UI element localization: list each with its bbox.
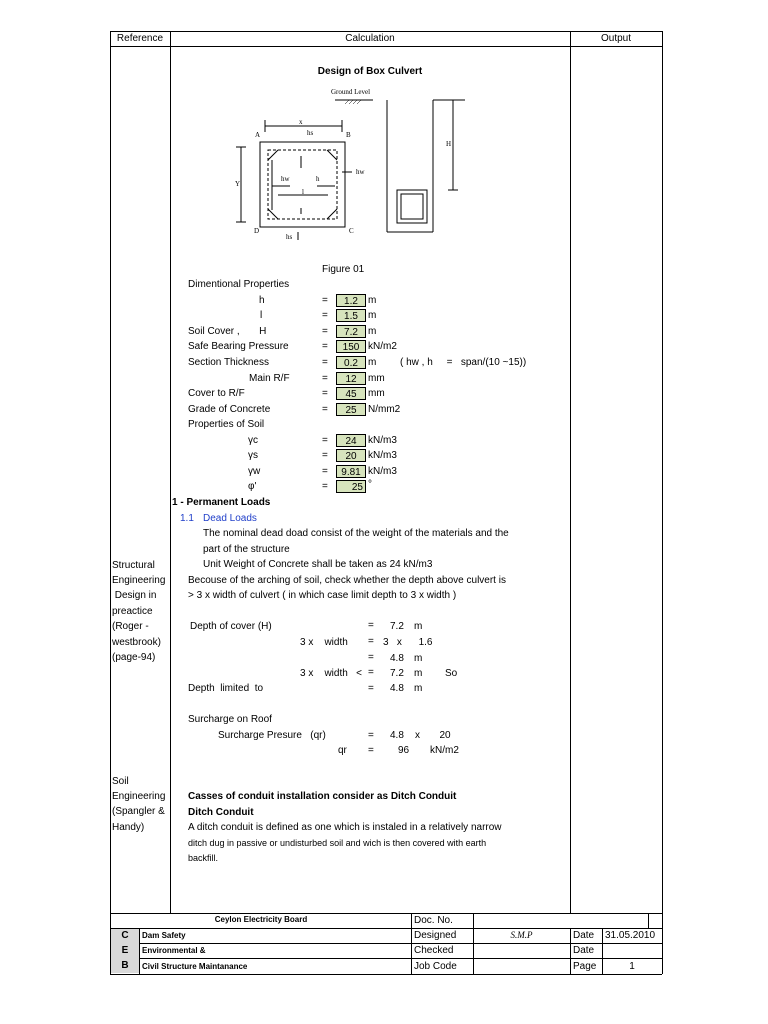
unit-gamma-s: kN/m3 — [368, 450, 397, 461]
dim-eq-cover: = — [322, 388, 328, 399]
reference-header: Reference — [116, 33, 164, 44]
dim-eq-h: = — [322, 295, 328, 306]
input-phi[interactable]: 25 — [336, 480, 366, 493]
output-header: Output — [600, 33, 632, 44]
dim-label-soil-cover: Soil Cover , H — [188, 326, 267, 337]
reference-line: (Spangler & — [112, 806, 165, 817]
calculation-header: Calculation — [345, 33, 395, 44]
input-h[interactable]: 1.2 — [336, 294, 366, 307]
reference-line: Handy) — [112, 822, 145, 833]
soil-eq-gw: = — [322, 466, 328, 477]
footer-right-line — [662, 913, 663, 974]
frame-right-line — [662, 31, 663, 913]
depth-limited-unit: m — [414, 683, 423, 694]
dead-load-line-2: part of the structure — [203, 544, 290, 555]
page-title: Design of Box Culvert — [317, 66, 423, 77]
dim-eq-soil-cover: = — [322, 326, 328, 337]
conduit-subheading: Ditch Conduit — [188, 807, 254, 818]
dim-label-h: h — [259, 295, 265, 306]
width-unit: m — [414, 653, 423, 664]
width-value: 4.8 — [390, 653, 404, 664]
qr-label: qr — [338, 745, 347, 756]
figure-caption: Figure 01 — [322, 264, 365, 275]
unit-cover: mm — [368, 388, 385, 399]
input-soil-cover[interactable]: 7.2 — [336, 325, 366, 338]
unit-grade: N/mm2 — [368, 404, 401, 415]
input-gamma-s[interactable]: 20 — [336, 449, 366, 462]
reference-line: Engineering — [112, 791, 166, 802]
conduit-line-1: A ditch conduit is defined as one which is instaled in a relatively narrow — [188, 822, 502, 833]
soil-heading: Properties of Soil — [188, 419, 265, 430]
dim-y-label: Y — [235, 180, 241, 188]
unit-phi: ° — [368, 479, 372, 490]
conduit-heading: Casses of conduit installation consider as Ditch Conduit — [188, 791, 457, 802]
reference-line: (page-94) — [112, 652, 156, 663]
dim-label-l: l — [260, 310, 263, 321]
culvert-reinforcement — [268, 150, 337, 219]
soil-label-gw: γw — [248, 466, 261, 477]
hs-bottom-label: hs — [286, 233, 293, 241]
dim-l-label: l — [302, 188, 304, 196]
corner-c-label: C — [349, 227, 354, 235]
dim-label-grade: Grade of Concrete — [188, 404, 271, 415]
reference-line: (Roger - — [112, 621, 149, 632]
reference-line: preactice — [112, 606, 153, 617]
dim-x-label: x — [299, 118, 303, 126]
corner-d-label: D — [254, 227, 260, 235]
org-name: Ceylon Electricity Board — [214, 915, 308, 924]
surcharge-eq: = — [368, 730, 374, 741]
depth-cover-label: Depth of cover (H) — [190, 621, 272, 632]
soil-label-gc: γc — [248, 435, 258, 446]
corner-a-label: A — [255, 131, 261, 139]
reference-line: Structural — [112, 560, 155, 571]
doc-no-label: Doc. No. — [414, 915, 453, 926]
dept-line-2: Environmental & — [142, 946, 206, 955]
logo-letter-c: C — [121, 930, 129, 941]
job-code-label: Job Code — [414, 961, 457, 972]
dim-H-label: H — [446, 140, 452, 148]
output-divider — [570, 31, 571, 913]
unit-bearing: kN/m2 — [368, 341, 397, 352]
soil-label-phi: φ' — [248, 481, 257, 492]
dim-label-main-rf: Main R/F — [249, 373, 290, 384]
section1-sub-number: 1.1 — [180, 513, 194, 524]
date-label: Date — [573, 930, 595, 941]
thickness-note: ( hw , h = span/(10 ~15)) — [400, 357, 527, 368]
designed-signature: S.M.P — [510, 930, 533, 940]
input-l[interactable]: 1.5 — [336, 309, 366, 322]
dimensional-heading: Dimentional Properties — [188, 279, 290, 290]
depth-cover-unit: m — [414, 621, 423, 632]
footer-row-line — [110, 943, 662, 944]
footer-divider — [648, 913, 649, 928]
width-eq2: = — [368, 652, 374, 663]
date-value: 31.05.2010 — [605, 930, 656, 941]
dead-load-line-3: Unit Weight of Concrete shall be taken as 24 kN/m3 — [203, 559, 433, 570]
footer-divider — [570, 928, 571, 974]
ground-level-label: Ground Level — [331, 88, 371, 96]
conduit-line-2: ditch dug in passive or undisturbed soil and wich is then covered with earth — [188, 838, 487, 848]
dim-eq-main-rf: = — [322, 373, 328, 384]
depth-limited-eq: = — [368, 683, 374, 694]
depth-cover-value: 7.2 — [390, 621, 404, 632]
section1-sub-title: Dead Loads — [203, 513, 257, 524]
hw-left-label: hw — [281, 175, 290, 183]
soil-label-gs: γs — [248, 450, 258, 461]
input-grade[interactable]: 25 — [336, 403, 366, 416]
dim-label-cover: Cover to R/F — [188, 388, 245, 399]
input-gamma-w[interactable]: 9.81 — [336, 465, 366, 478]
dead-load-line-1: The nominal dead doad consist of the weight of the materials and the — [203, 528, 509, 539]
corner-b-label: B — [346, 131, 351, 139]
arching-line-2: > 3 x width of culvert ( in which case limit depth to 3 x width ) — [188, 590, 457, 601]
reference-line: Engineering — [112, 575, 166, 586]
designed-label: Designed — [414, 930, 457, 941]
reference-line: Soil — [112, 776, 129, 787]
input-thickness[interactable]: 0.2 — [336, 356, 366, 369]
depth-limited-value: 4.8 — [390, 683, 404, 694]
box-culvert-figure — [230, 85, 480, 245]
frame-top-line — [110, 31, 662, 32]
conduit-line-3: backfill. — [188, 853, 219, 863]
unit-gamma-c: kN/m3 — [368, 435, 397, 446]
input-main-rf[interactable]: 12 — [336, 372, 366, 385]
footer-top-line — [110, 913, 662, 914]
depth-cover-eq: = — [368, 620, 374, 631]
depth-limited-label: Depth limited to — [188, 683, 264, 694]
width-expression: 3 x 1.6 — [383, 637, 433, 648]
logo-letter-e: E — [121, 945, 129, 956]
qr-value: 96 — [398, 745, 410, 756]
unit-main-rf: mm — [368, 373, 385, 384]
compare-eq: = — [368, 667, 374, 678]
logo-letter-b: B — [121, 960, 129, 971]
surcharge-heading: Surcharge on Roof — [188, 714, 272, 725]
footer-divider — [473, 913, 474, 974]
header-bottom-line — [110, 46, 662, 47]
dept-line-1: Dam Safety — [142, 931, 186, 940]
unit-h: m — [368, 295, 377, 306]
hs-top-label: hs — [307, 129, 314, 137]
arching-line-1: Becouse of the arching of soil, check whether the depth above culvert is — [188, 575, 506, 586]
soil-eq-gc: = — [322, 435, 328, 446]
footer-row-line — [110, 928, 662, 929]
dept-line-3: Civil Structure Maintanance — [142, 962, 248, 971]
unit-gamma-w: kN/m3 — [368, 466, 397, 477]
unit-soil-cover: m — [368, 326, 377, 337]
dim-eq-thickness: = — [322, 357, 328, 368]
reference-divider — [170, 31, 171, 913]
input-gamma-c[interactable]: 24 — [336, 434, 366, 447]
input-bearing[interactable]: 150 — [336, 340, 366, 353]
qr-unit: kN/m2 — [430, 745, 459, 756]
footer-row-line — [110, 958, 662, 959]
width-label: 3 x width — [300, 637, 348, 648]
footer-bottom-line — [110, 974, 662, 975]
footer-divider — [411, 913, 412, 974]
compare-label: 3 x width < — [300, 668, 362, 679]
dim-eq-grade: = — [322, 404, 328, 415]
footer-letter-divider — [139, 928, 140, 974]
section1-heading: 1 - Permanent Loads — [172, 497, 271, 508]
hw-right-label: hw — [356, 168, 365, 176]
compare-value: 7.2 — [390, 668, 404, 679]
date-label-2: Date — [573, 945, 595, 956]
reference-line: westbrook) — [112, 637, 161, 648]
dim-h-label: h — [316, 175, 320, 183]
frame-left-line — [110, 31, 111, 913]
compare-unit: m — [414, 668, 423, 679]
dim-eq-l: = — [322, 310, 328, 321]
unit-l: m — [368, 310, 377, 321]
dim-label-bearing: Safe Bearing Pressure — [188, 341, 289, 352]
dim-label-thickness: Section Thickness — [188, 357, 269, 368]
input-cover[interactable]: 45 — [336, 387, 366, 400]
unit-thickness: m — [368, 357, 377, 368]
surcharge-label: Surcharge Presure (qr) — [218, 730, 326, 741]
page-label: Page — [573, 961, 597, 972]
dim-eq-bearing: = — [322, 341, 328, 352]
reference-line: Design in — [112, 590, 157, 601]
width-eq: = — [368, 636, 374, 647]
soil-eq-gs: = — [322, 450, 328, 461]
surcharge-expression: 4.8 x 20 — [390, 730, 451, 741]
compare-so: So — [445, 668, 458, 679]
qr-eq: = — [368, 745, 374, 756]
checked-label: Checked — [414, 945, 454, 956]
page-number: 1 — [629, 961, 635, 972]
soil-eq-phi: = — [322, 481, 328, 492]
